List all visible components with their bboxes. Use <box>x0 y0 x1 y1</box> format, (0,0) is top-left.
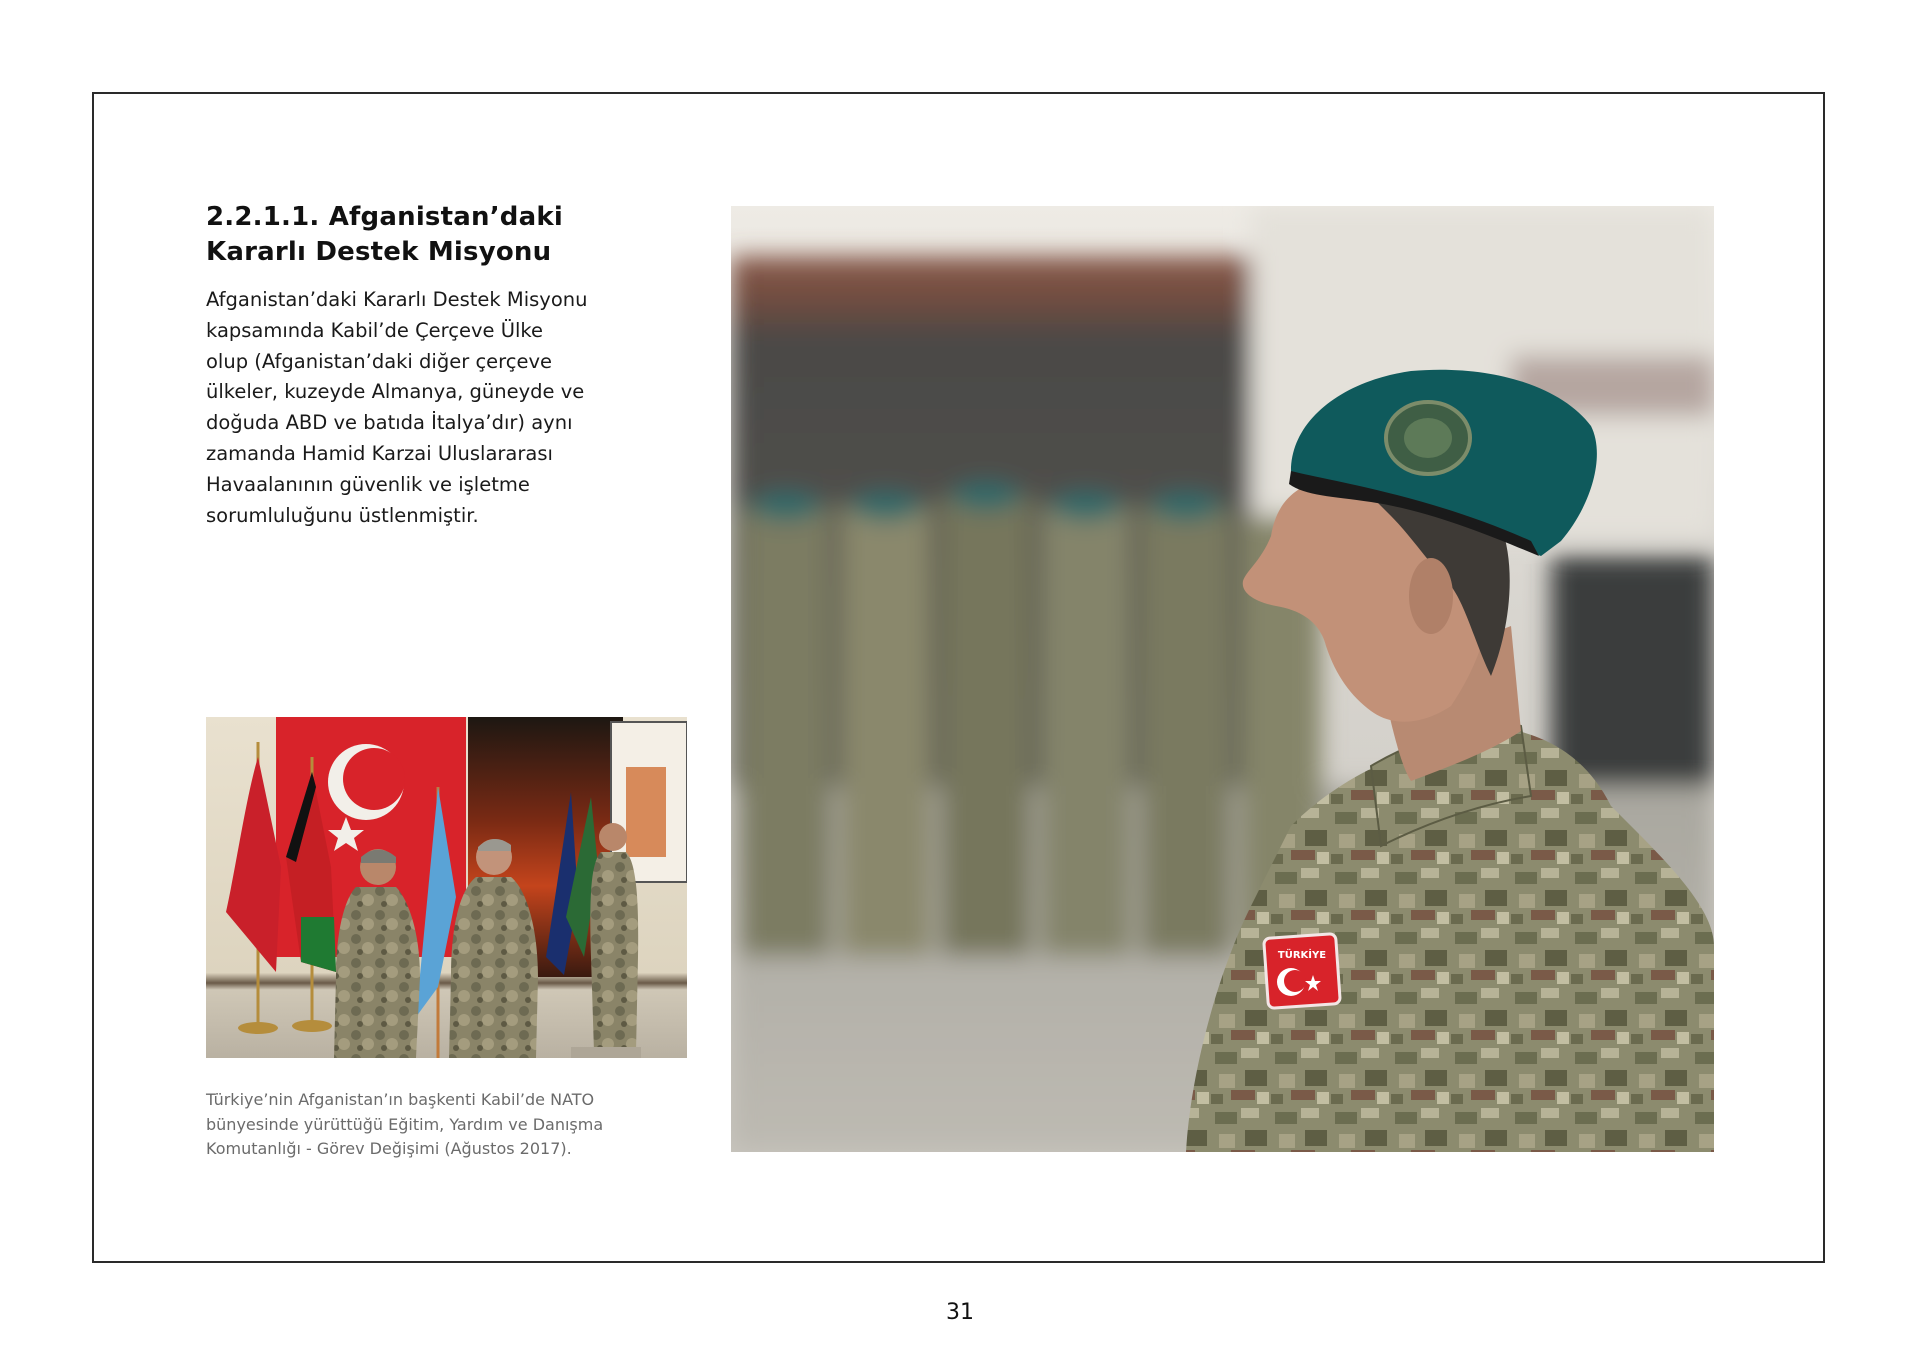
section-heading <box>206 200 676 270</box>
photo-caption <box>206 1088 686 1162</box>
body-line: Havaalanının güvenlik ve işletme <box>206 472 530 496</box>
body-line: Afganistan’daki Kararlı Destek Misyonu <box>206 288 588 311</box>
caption-line: Komutanlığı - Görev Değişimi (Ağustos 2017). <box>206 1139 572 1158</box>
ear <box>1409 558 1453 634</box>
patch-text: TÜRKİYE <box>1277 950 1327 961</box>
soldier-right <box>449 877 538 1058</box>
body-line: olup (Afganistan’daki diğer çerçeve <box>206 349 553 373</box>
heading-line-2: Kararlı Destek Misyonu <box>206 237 552 267</box>
body-line: zamanda Hamid Karzai Uluslararası <box>206 441 553 465</box>
body-line: kapsamında Kabil’de Çerçeve Ülke <box>206 318 544 342</box>
section-body <box>206 285 626 531</box>
heading-line-1: 2.2.1.1. Afganistan’daki <box>206 202 563 232</box>
body-line: doğuda ABD ve batıda İtalya’dır) aynı <box>206 411 573 435</box>
caption-line: Türkiye’nin Afganistan’ın başkenti Kabil’de NATO <box>206 1090 595 1109</box>
soldier-portrait-photo <box>731 206 1714 1152</box>
body-line: ülkeler, kuzeyde Almanya, güneyde ve <box>206 380 585 404</box>
caption-line: bünyesinde yürüttüğü Eğitim, Yardım ve Danışma <box>206 1114 604 1134</box>
body-line: sorumluluğunu üstlenmiştir. <box>206 503 479 527</box>
turkiye-patch <box>1264 934 1341 1009</box>
soldier-left <box>334 887 420 1058</box>
ceremony-photo <box>206 717 687 1058</box>
soldier-standing <box>590 852 638 1052</box>
page-number: 31 <box>946 1300 974 1325</box>
